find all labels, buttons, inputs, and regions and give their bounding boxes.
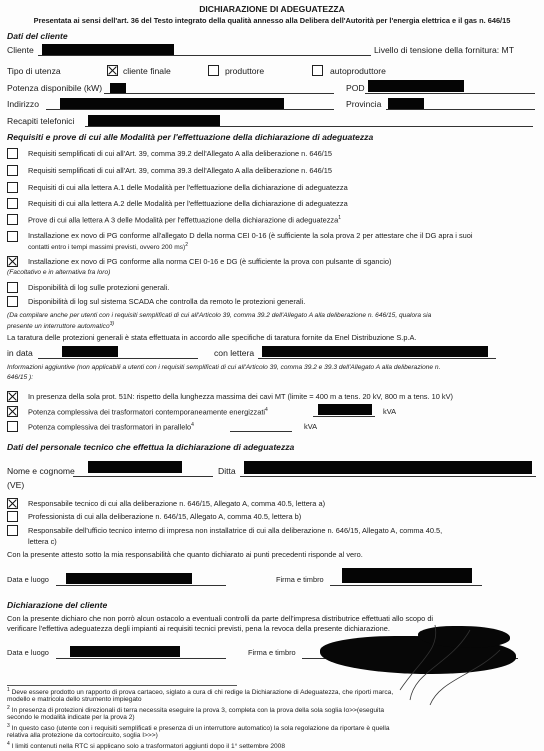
ufficio-tecnico-checkbox[interactable] — [7, 525, 18, 536]
informazioni-aggiuntive-cont: 646/15 ): — [7, 374, 34, 381]
requisito-6-label-cont: contatti entro i tempi massimi previsti, ovvero 200 ms)$^2$ — [28, 242, 188, 252]
redaction-bar — [244, 461, 532, 474]
prot-51n-checkbox[interactable] — [7, 391, 18, 402]
potenza-energizzati-label: Potenza complessiva dei trasformatori contemporaneamente energizzati$^4$ — [28, 407, 268, 417]
footnote-4: $^4$ I limiti contenuti nella RTC si applicano solo a trasformatori aggiunti dopo il 1° settembre 2008 — [7, 741, 285, 751]
kva-unit: kVA — [383, 407, 397, 416]
firma-timbro-label: Firma e timbro — [248, 648, 296, 657]
nome-cognome-label: Nome e cognome — [7, 466, 75, 476]
ufficio-tecnico-label: Responsabile dell'ufficio tecnico interno di impresa non installatrice di cui alla deliberazione n. 646/15, Allegato A, comma 40.5, — [28, 526, 443, 535]
footnote-1: $^1$ Deve essere prodotto un rapporto di prova cartaceo, siglato a cura di chi redige la Dichiarazione di Adeguatezza, che riporti marca, — [7, 687, 394, 697]
redaction-bar — [368, 80, 464, 92]
footnote-divider — [7, 685, 237, 686]
potenza-parallelo-field[interactable] — [230, 431, 292, 432]
requisito-5-checkbox[interactable] — [7, 214, 18, 225]
responsabile-tecnico-checkbox[interactable] — [7, 498, 18, 509]
professionista-checkbox[interactable] — [7, 511, 18, 522]
section-title-requisiti: Requisiti e prove di cui alle Modalità per l'effettuazione della dichiarazione di adeguatezza — [7, 132, 374, 142]
tipo-utenza-label: Tipo di utenza — [7, 66, 61, 76]
section-title-dichiarazione-cliente: Dichiarazione del cliente — [7, 600, 108, 610]
footnote-2-cont: secondo le modalità indicate per la prova 2) — [7, 714, 135, 721]
in-data-label: in data — [7, 348, 33, 358]
potenza-field[interactable] — [104, 93, 334, 94]
redaction-bar — [110, 83, 126, 93]
redaction-bar — [88, 115, 220, 126]
data-luogo-field[interactable] — [56, 585, 226, 586]
requisito-5-label: Prove di cui alla lettera A 3 delle Modalità per l'effettuazione della dichiarazione di adeguatezza$^1$ — [28, 215, 342, 225]
potenza-parallelo-checkbox[interactable] — [7, 421, 18, 432]
redaction-bar — [60, 98, 284, 109]
requisito-2-label: Requisiti semplificati di cui all'Art. 39, comma 39.3 dell'Allegato A alla deliberazione n. 646/15 — [28, 166, 332, 175]
cliente-finale-checkbox[interactable] — [107, 65, 118, 76]
livello-tensione-label: Livello di tensione della fornitura: MT — [374, 45, 514, 55]
compilare-note: (Da compilare anche per utenti con i requisiti semplificati di cui all'Articolo 39, comma 39.2 dell'Allegato A alla deliberazione n. 646/15, qualora sia — [7, 312, 432, 319]
footnote-3-cont: relativa alla protezione da cortocircuito, soglia I>>>) — [7, 732, 158, 739]
redaction-bar — [62, 346, 118, 357]
kva-unit: kVA — [304, 422, 318, 431]
requisito-3-label: Requisiti di cui alla lettera A.1 delle Modalità per l'effettuazione della dichiarazione di adeguatezza — [28, 183, 348, 192]
section-title-cliente: Dati del cliente — [7, 31, 68, 41]
ufficio-tecnico-label-cont: lettera c) — [28, 537, 57, 546]
log-scada-checkbox[interactable] — [7, 296, 18, 307]
requisito-6-label: Installazione ex novo di PG conforme all'allegato D della norma CEI 0-16 (è sufficiente la sola prova 2 per attestare che il DG apra i suoi — [28, 231, 473, 240]
pod-label: POD — [346, 83, 365, 93]
section-title-personale: Dati del personale tecnico che effettua la dichiarazione di adeguatezza — [7, 442, 295, 452]
redaction-bar — [66, 573, 192, 584]
cliente-field[interactable] — [38, 55, 371, 56]
requisito-3-checkbox[interactable] — [7, 182, 18, 193]
indirizzo-field[interactable] — [46, 109, 334, 110]
cliente-label: Cliente — [7, 45, 34, 55]
redaction-bar — [262, 346, 488, 357]
requisito-1-label: Requisiti semplificati di cui all'Art. 39, comma 39.2 dell'Allegato A alla deliberazione n. 646/15 — [28, 149, 332, 158]
redaction-bar — [388, 98, 424, 109]
produttore-label: produttore — [225, 66, 265, 76]
pod-field[interactable] — [365, 93, 535, 94]
signature-scribble — [380, 620, 520, 710]
data-luogo-label: Data e luogo — [7, 648, 49, 657]
recapiti-label: Recapiti telefonici — [7, 116, 75, 126]
produttore-checkbox[interactable] — [208, 65, 219, 76]
footnote-1-cont: modello e matricola dello strumento impiegato — [7, 696, 142, 703]
log-scada-label: Disponibilità di log sul sistema SCADA che controlla da remoto le protezioni generali. — [28, 297, 306, 306]
con-lettera-label: con lettera — [214, 348, 255, 358]
professionista-label: Professionista di cui alla deliberazione n. 646/15, Allegato A, comma 40.5, lettera b) — [28, 512, 302, 521]
autoproduttore-checkbox[interactable] — [312, 65, 323, 76]
redaction-bar — [70, 646, 180, 657]
compilare-note-cont: presente un interruttore automatico$^{3)}$ — [7, 321, 115, 331]
facoltativo-note: (Facoltativo e in alternativa fra loro) — [7, 269, 111, 276]
footnote-3: $^3$ In questo caso (utente con i requisiti semplificati e presenza di un interruttore automatico) la sola regolazione da riportare è quella — [7, 723, 390, 733]
log-protezioni-label: Disponibilità di log sulle protezioni generali. — [28, 283, 170, 292]
nome-cognome-field[interactable] — [73, 476, 213, 477]
redaction-bar — [42, 44, 174, 55]
data-luogo-field[interactable] — [56, 658, 226, 659]
autoproduttore-label: autoproduttore — [330, 66, 386, 76]
informazioni-aggiuntive: Informazioni aggiuntive (non applicabili a utenti con i requisiti semplificati di cui all'Articolo 39, comma 39.2 e 39.3 dell'Allegato A alla deliberazione n. — [7, 364, 441, 371]
prot-51n-label: In presenza della sola prot. 51N: rispetto della lunghezza massima dei cavi MT (limite = 400 m a tens. 20 kV, 800 m a tens. 10 kV) — [28, 392, 453, 401]
redaction-bar — [342, 568, 472, 583]
requisito-6-checkbox[interactable] — [7, 231, 18, 242]
requisito-1-checkbox[interactable] — [7, 148, 18, 159]
redaction-bar — [318, 404, 372, 415]
provincia-label: Provincia — [346, 99, 382, 109]
potenza-energizzati-field[interactable] — [313, 416, 375, 417]
requisito-2-checkbox[interactable] — [7, 165, 18, 176]
document-subtitle: Presentata ai sensi dell'art. 36 del Testo integrato della qualità annesso alla Delibera dell'Autorità per l'energia elettrica e il gas n. 646/15 — [33, 16, 511, 25]
con-lettera-field[interactable] — [258, 358, 496, 359]
taratura-text: La taratura delle protezioni generali è stata effettuata in accordo alle specifiche di taratura fornite da Enel Distribuzione S.p.A. — [7, 333, 417, 342]
log-protezioni-checkbox[interactable] — [7, 282, 18, 293]
provincia-field[interactable] — [386, 109, 535, 110]
dichiarazione-text: Con la presente dichiaro che non porrò alcun ostacolo a eventuali controlli da parte dell'impresa distributrice effettuati allo scopo di — [7, 614, 434, 623]
potenza-parallelo-label: Potenza complessiva dei trasformatori in parallelo$^4$ — [28, 422, 194, 432]
requisito-7-checkbox[interactable] — [7, 256, 18, 267]
ditta-label: Ditta — [218, 466, 236, 476]
ve-label: (VE) — [7, 480, 25, 490]
requisito-4-checkbox[interactable] — [7, 198, 18, 209]
attesto-text: Con la presente attesto sotto la mia responsabilità che quanto dichiarato ai punti precedenti risponde al vero. — [7, 550, 363, 559]
potenza-label: Potenza disponibile (kW) — [7, 83, 103, 93]
document-title: DICHIARAZIONE DI ADEGUATEZZA — [199, 4, 345, 14]
redaction-bar — [88, 461, 182, 473]
in-data-field[interactable] — [38, 358, 198, 359]
dichiarazione-text-cont: verificare l'effettiva adeguatezza degli impianti ai requisiti tecnici previsti, pena la revoca della presente dichiarazione. — [7, 624, 390, 633]
recapiti-field[interactable] — [85, 126, 533, 127]
indirizzo-label: Indirizzo — [7, 99, 39, 109]
firma-timbro-field[interactable] — [330, 585, 482, 586]
cliente-finale-label: cliente finale — [123, 66, 171, 76]
potenza-energizzati-checkbox[interactable] — [7, 406, 18, 417]
requisito-7-label: Installazione ex novo di PG conforme alla norma CEI 0-16 e DG (è sufficiente la prova con pulsante di sgancio) — [28, 257, 392, 266]
requisito-4-label: Requisiti di cui alla lettera A.2 delle Modalità per l'effettuazione della dichiarazione di adeguatezza — [28, 199, 348, 208]
firma-timbro-label: Firma e timbro — [276, 575, 324, 584]
footnote-2: $^2$ In presenza di protezioni direzionali di terra necessita eseguire la prova 3, completa con la prova della sola soglia Io>>(eseguita — [7, 705, 385, 715]
ditta-field[interactable] — [240, 476, 536, 477]
responsabile-tecnico-label: Responsabile tecnico di cui alla deliberazione n. 646/15, Allegato A, comma 40.5, lettera a) — [28, 499, 326, 508]
data-luogo-label: Data e luogo — [7, 575, 49, 584]
